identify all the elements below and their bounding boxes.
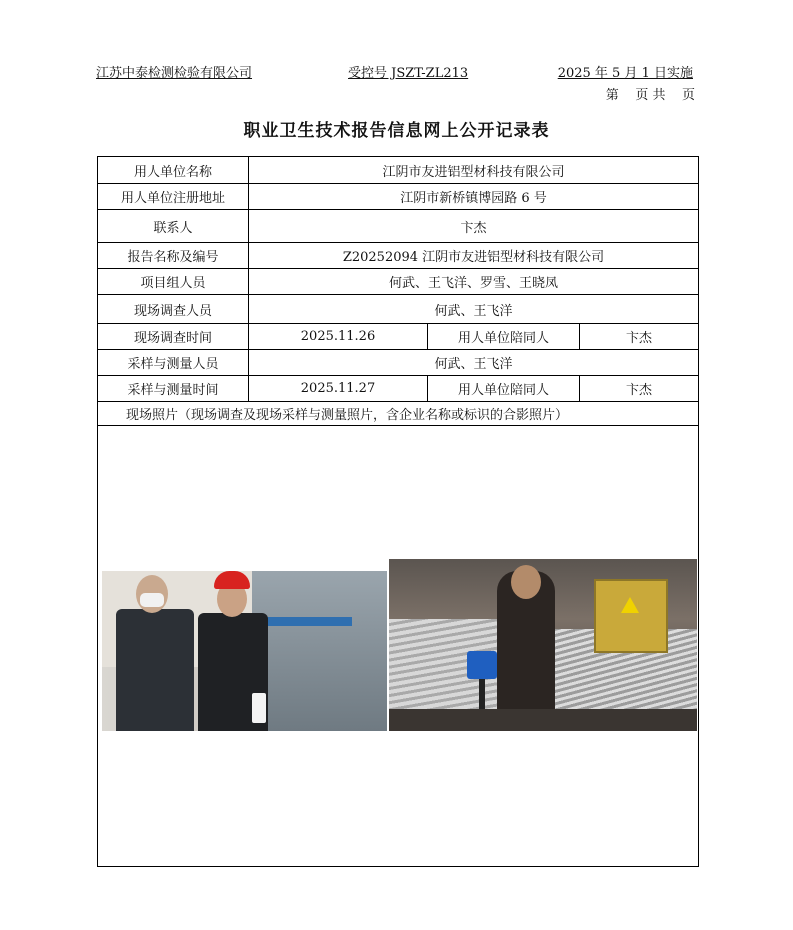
row-contact [98, 210, 699, 243]
row-photos-label [98, 402, 699, 426]
photo2-worker-head [511, 565, 541, 599]
photo1-person-left [116, 609, 194, 731]
row-employer-name [98, 157, 699, 184]
photos-cell [98, 426, 699, 867]
label-survey-time: 现场调查时间 [98, 324, 249, 350]
label-sampling-staff: 采样与测量人员 [98, 350, 249, 376]
label-report: 报告名称及编号 [98, 243, 249, 269]
label-survey-staff: 现场调查人员 [98, 295, 249, 324]
photo1-company-sign [262, 617, 352, 626]
row-sampling-staff [98, 350, 699, 376]
photo1-window [252, 571, 387, 731]
warning-sign-icon [621, 597, 639, 613]
photo2-machine [594, 579, 668, 653]
value-survey-time: 2025.11.26 [249, 324, 428, 350]
value-sampling-time: 2025.11.27 [249, 376, 428, 402]
label-sampling-accompany: 用人单位陪同人 [428, 376, 580, 402]
photos-area [102, 426, 694, 866]
page-number-line: 第 页 共 页 [605, 88, 695, 103]
value-sampling-accompany: 卞杰 [580, 376, 699, 402]
photo1-document [252, 693, 266, 723]
value-employer-address: 江阴市新桥镇博园路 6 号 [249, 184, 699, 210]
row-project-members [98, 269, 699, 295]
label-employer-name: 用人单位名称 [98, 157, 249, 184]
record-table [97, 156, 699, 867]
company-name: 江苏中泰检测检验有限公司 [96, 66, 253, 81]
control-number: 受控号 JSZT-ZL213 [348, 66, 469, 81]
photo2-sound-meter [467, 651, 497, 679]
label-survey-accompany: 用人单位陪同人 [428, 324, 580, 350]
value-report: Z20252094 江阴市友进铝型材科技有限公司 [249, 243, 699, 269]
row-survey-time [98, 324, 699, 350]
value-contact: 卞杰 [249, 210, 699, 243]
label-contact: 联系人 [98, 210, 249, 243]
row-sampling-time [98, 376, 699, 402]
photo2-floor [389, 709, 697, 731]
label-sampling-time: 采样与测量时间 [98, 376, 249, 402]
value-project-members: 何武、王飞洋、罗雪、王晓凤 [249, 269, 699, 295]
photo1-person-left-mask [140, 593, 164, 607]
label-project-members: 项目组人员 [98, 269, 249, 295]
row-survey-staff [98, 295, 699, 324]
effective-date: 2025 年 5 月 1 日实施 [557, 66, 693, 81]
label-employer-address: 用人单位注册地址 [98, 184, 249, 210]
value-survey-accompany: 卞杰 [580, 324, 699, 350]
photo-sampling [389, 559, 697, 731]
value-sampling-staff: 何武、王飞洋 [249, 350, 699, 376]
row-report [98, 243, 699, 269]
document-title: 职业卫生技术报告信息网上公开记录表 [243, 121, 550, 141]
value-survey-staff: 何武、王飞洋 [249, 295, 699, 324]
row-employer-address [98, 184, 699, 210]
row-photos [98, 426, 699, 867]
photo-group-survey [102, 571, 387, 731]
value-employer-name: 江阴市友进铝型材科技有限公司 [249, 157, 699, 184]
label-photos: 现场照片（现场调查及现场采样与测量照片，含企业名称或标识的合影照片） [98, 402, 699, 426]
